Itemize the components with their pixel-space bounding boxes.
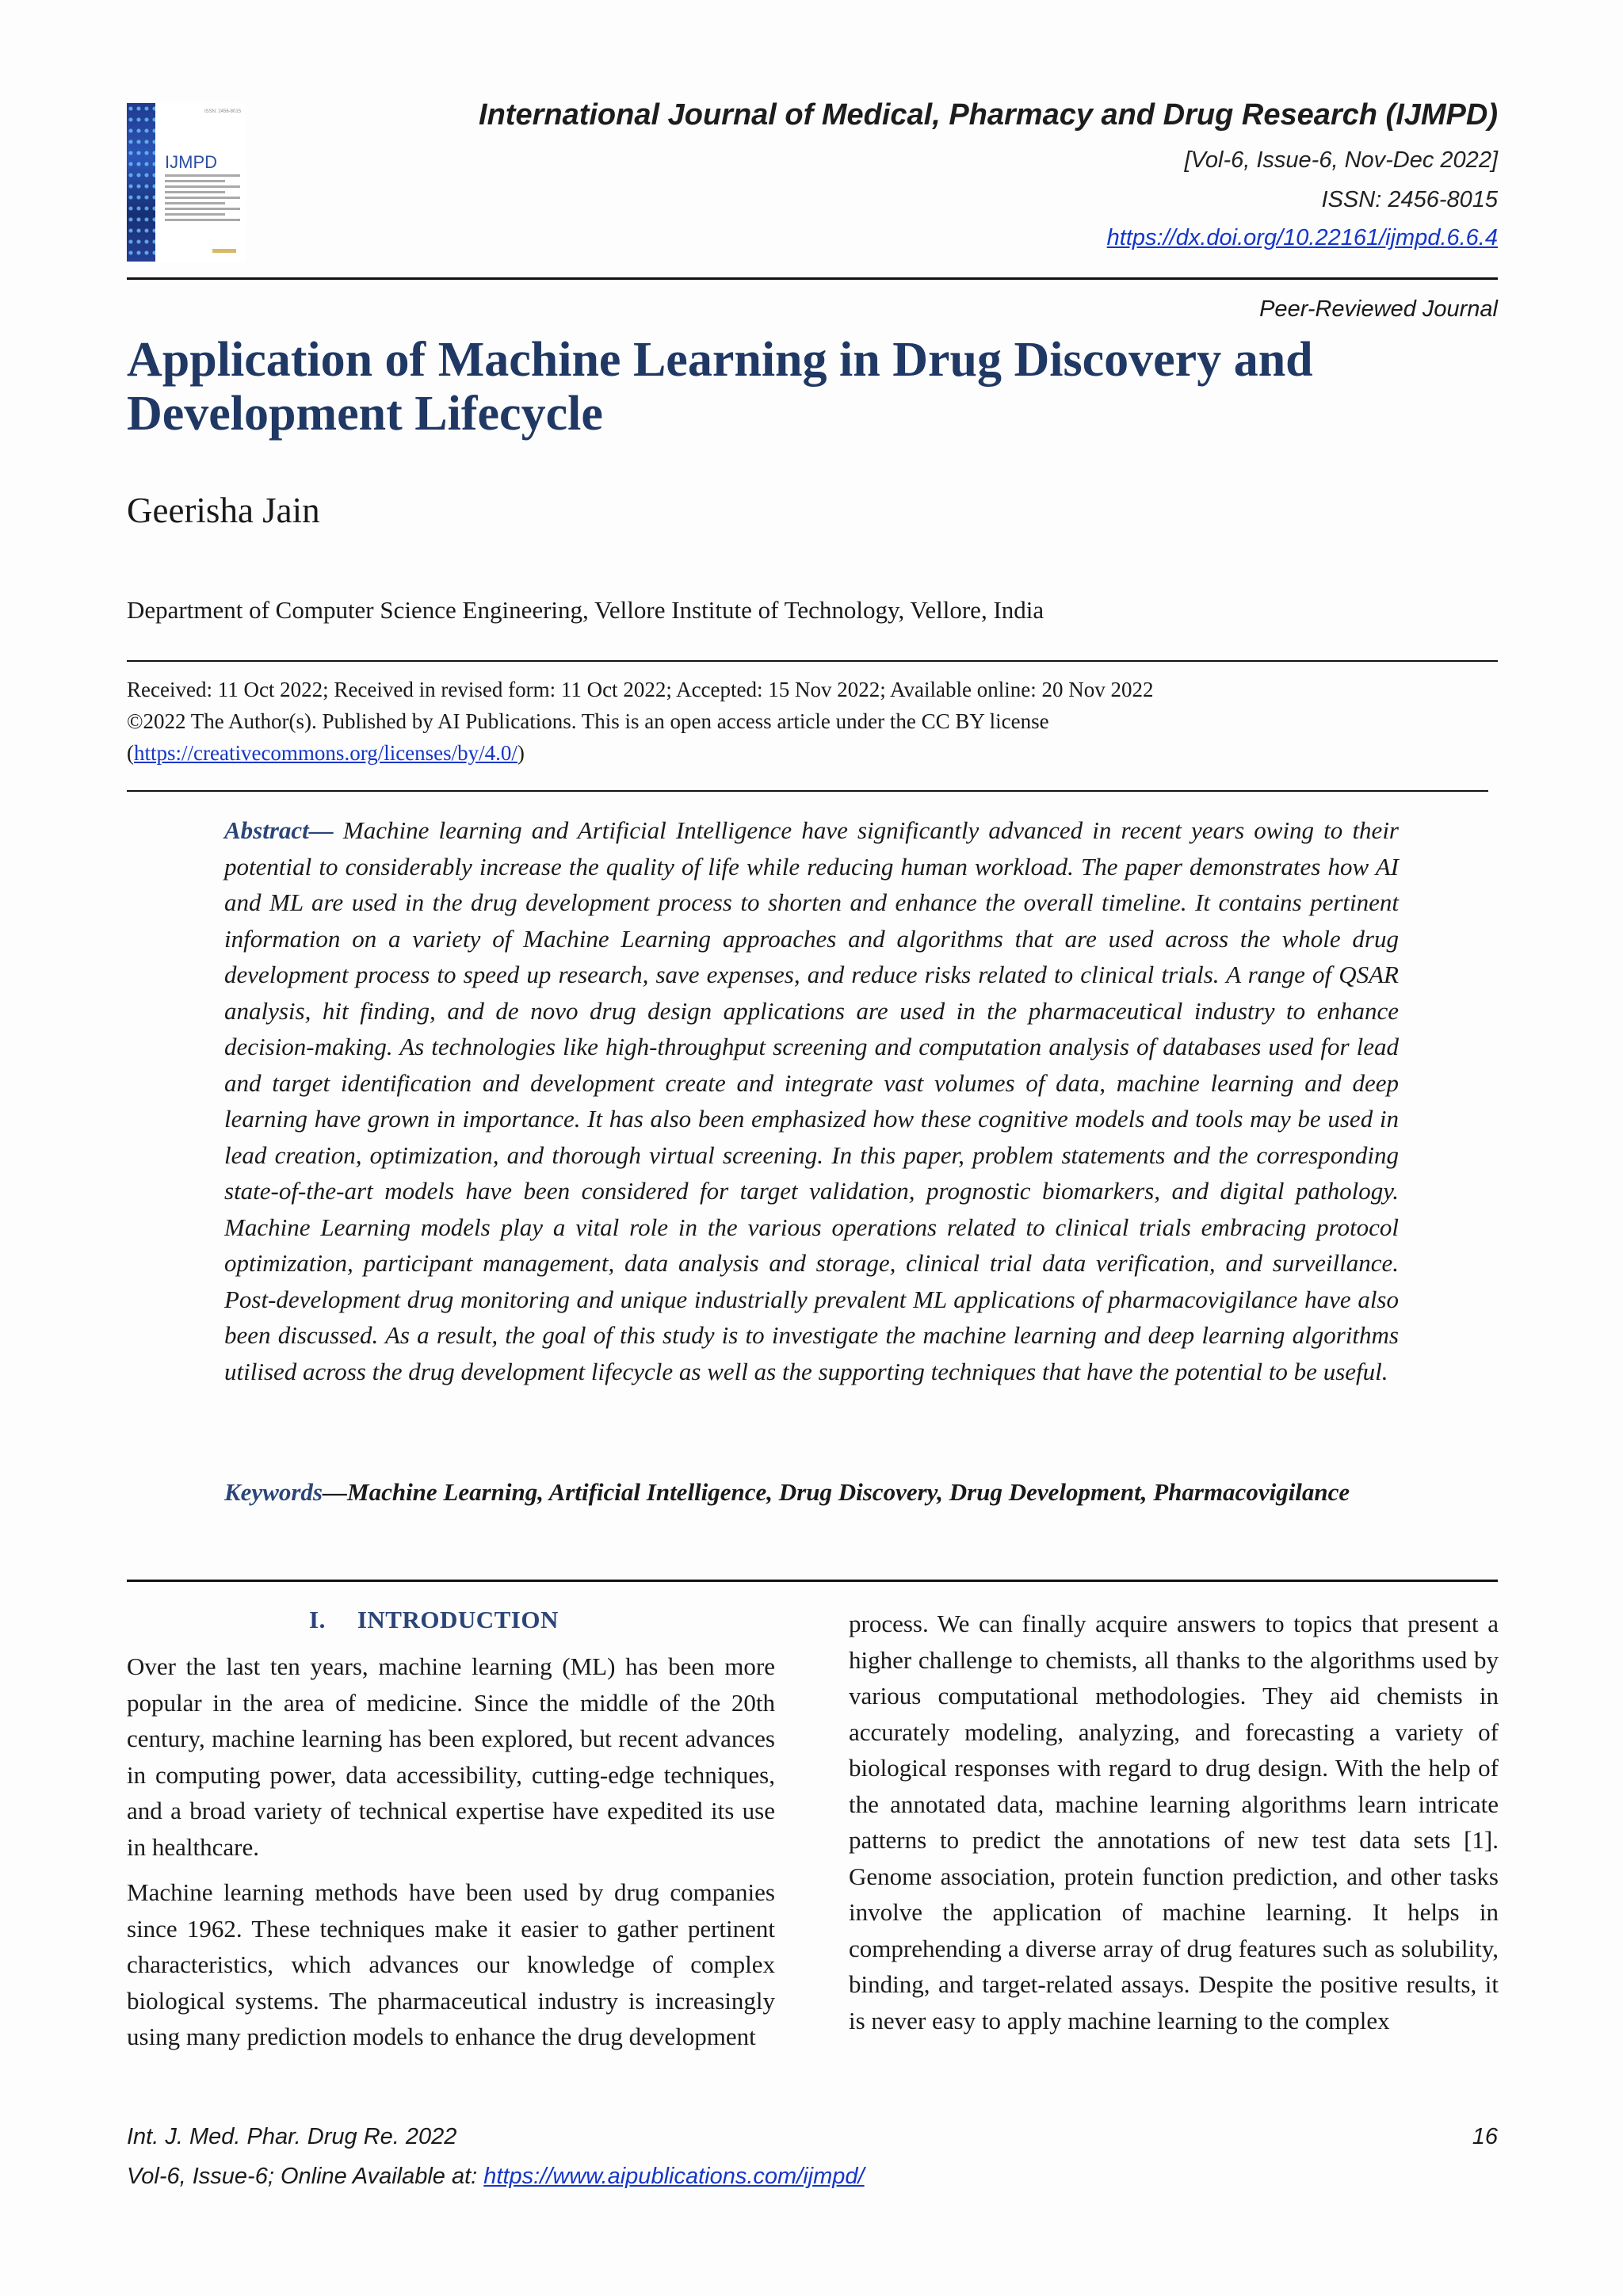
abstract-text: Machine learning and Artificial Intelligence have significantly advanced in recent years owing to their potential to considerably increase the quality of life while reducing human workload. The paper demonstrates how AI and ML are used in the drug development process to shorten and enhance the overall timeline. It contains pertinent information on a variety of Machine Learning approaches and algorithms that are used across the whole drug development process to speed up research, save expenses, and reduce risks related to clinical trials. A range of QSAR analysis, hit finding, and de novo drug design applications are used in the pharmaceutical industry to enhance decision-making. As technologies like high-throughput screening and computation analysis of databases used for lead and target identification and development create and integrate vast volumes of data, machine learning and deep learning have grown in importance. It has also been emphasized how these cognitive models and tools may be used in lead creation, optimization, and thorough virtual screening. In this paper, problem statements and the corresponding state-of-the-art models have been considered for target validation, prognostic biomarkers, and digital pathology. Machine Learning models play a vital role in the various operations related to clinical trials embracing protocol optimization, participant management, data analysis and storage, clinical trial data verification, and surveillance. Post-development drug monitoring and unique industrially prevalent ML applications of pharmacovigilance have also been discussed. As a result, the goal of this study is to investigate the machine learning and deep learning algorithms utilised across the drug development lifecycle as well as the supporting techniques that have the potential to be useful. xyxy=(224,816,1399,1385)
intro-paragraph-3: process. We can finally acquire answers to topics that present a higher challenge to chemists, all thanks to the algorithms used by various computational methodologies. They aid chemists in accurately modeling, analyzing, and forecasting a variety of biological responses with regard to drug design. With the help of the annotated data, machine learning algorithms learn intricate patterns to predict the annotations of new test data sets [1]. Genome association, protein function prediction, and other tasks involve the application of machine learning. It helps in comprehending a diverse array of drug features such as solubility, binding, and target-related assays. Despite the positive results, it is never easy to apply machine learning to the complex xyxy=(849,1610,1499,2034)
peer-reviewed-label: Peer-Reviewed Journal xyxy=(1259,296,1498,322)
license-statement: ©2022 The Author(s). Published by AI Publications. This is an open access article under the CC BY license xyxy=(127,709,1049,733)
author-affiliation: Department of Computer Science Engineering, Vellore Institute of Technology, Vellore, India xyxy=(127,596,1044,624)
keywords-text: —Machine Learning, Artificial Intelligence, Drug Discovery, Drug Development, Pharmacovigilance xyxy=(323,1478,1350,1506)
right-column xyxy=(849,1606,1499,2048)
doi-line xyxy=(1107,225,1498,251)
section-heading-introduction xyxy=(309,1606,559,1634)
abstract xyxy=(224,812,1399,1389)
section-number: I. xyxy=(309,1606,326,1633)
journal-title: International Journal of Medical, Pharmacy and Drug Research (IJMPD) xyxy=(479,98,1498,132)
cover-publisher-mark xyxy=(212,249,236,253)
intro-paragraph-1: Over the last ten years, machine learning (ML) has been more popular in the area of medicine. Since the middle of the 20th century, machine learning has been explored, but recent advances in computing power, data accessibility, cutting-edge techniques, and a broad variety of technical expertise have expedited its use in healthcare. xyxy=(127,1652,775,1861)
abstract-label: Abstract— xyxy=(224,816,334,844)
meta-top-divider xyxy=(127,660,1498,662)
doi-link[interactable]: https://dx.doi.org/10.22161/ijmpd.6.6.4 xyxy=(1106,225,1498,250)
footer-journal-link[interactable]: https://www.aipublications.com/ijmpd/ xyxy=(483,2164,865,2189)
keywords xyxy=(224,1474,1399,1510)
cover-decorative-strip xyxy=(127,103,155,262)
journal-cover-image xyxy=(127,103,246,262)
keywords-label: Keywords xyxy=(224,1478,323,1506)
cover-text-lines xyxy=(165,174,240,224)
volume-issue: [Vol-6, Issue-6, Nov-Dec 2022] xyxy=(1184,147,1498,173)
left-column xyxy=(127,1648,775,2065)
license-link[interactable]: https://creativecommons.org/licenses/by/4.0/ xyxy=(134,741,517,765)
cover-logo-text: IJMPD xyxy=(165,152,217,172)
cover-issn: ISSN: 2456-8015 xyxy=(204,109,242,114)
page-number: 16 xyxy=(1472,2124,1498,2149)
header-divider xyxy=(127,277,1498,280)
footer-issue-line: Vol-6, Issue-6; Online Available at: https://www.aipublications.com/ijmpd/ xyxy=(127,2164,865,2189)
issn: ISSN: 2456-8015 xyxy=(1321,187,1498,212)
footer-journal-abbrev: Int. J. Med. Phar. Drug Re. 2022 xyxy=(127,2124,457,2149)
article-title: Application of Machine Learning in Drug Discovery and Development Lifecycle xyxy=(127,333,1313,441)
license-link-line: (https://creativecommons.org/licenses/by/4.0/) xyxy=(127,741,525,765)
meta-bottom-divider xyxy=(127,790,1488,792)
section-title: INTRODUCTION xyxy=(357,1606,559,1633)
article-author: Geerisha Jain xyxy=(127,491,320,530)
article-dates: Received: 11 Oct 2022; Received in revised form: 11 Oct 2022; Accepted: 15 Nov 2022; Available online: 20 Nov 2022 xyxy=(127,678,1154,701)
abstract-divider xyxy=(127,1580,1498,1582)
intro-paragraph-2: Machine learning methods have been used by drug companies since 1962. These techniques make it easier to gather pertinent characteristics, which advances our knowledge of complex biological systems. The pharmaceutical industry is increasingly using many prediction models to enhance the drug development xyxy=(127,1878,775,2050)
